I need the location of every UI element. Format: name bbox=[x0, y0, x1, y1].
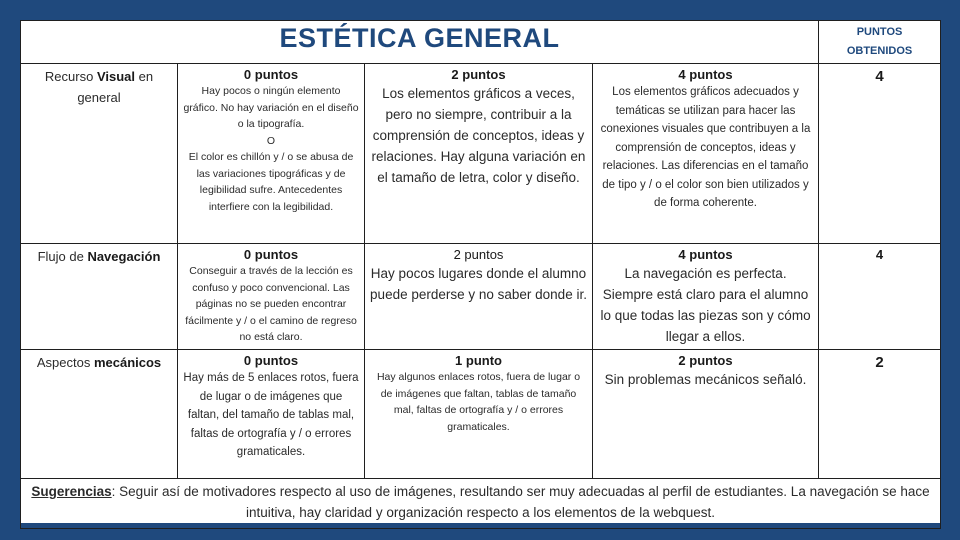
points-header-line-2: OBTENIDOS bbox=[846, 45, 913, 57]
title-row bbox=[21, 21, 941, 64]
score-cell bbox=[819, 350, 941, 479]
rubric-table bbox=[20, 20, 941, 529]
suggestions-text: Seguir así de motivadores respecto al uso de imágenes, resultando ser muy adecuadas al perfil de estudiantes. La navegación se hace intuitiva, hay claridad y organización respecto a los elementos de la webquest. bbox=[119, 484, 930, 520]
level-cell-2 bbox=[593, 350, 819, 479]
level-description: Los elementos gráficos a veces, pero no siempre, contribuir a la comprensión de conceptos, ideas y relaciones. Hay alguna variación en el tamaño de letra, color y diseño. bbox=[371, 86, 586, 185]
level-cell-0 bbox=[178, 244, 365, 350]
score-value: 4 bbox=[875, 68, 884, 85]
level-heading: 2 puntos bbox=[451, 67, 506, 82]
criterion-keyword: mecánicos bbox=[93, 355, 162, 370]
level-description: Conseguir a través de la lección es confuso y poco convencional. Las páginas no se pueden encontrar fácilmente y / o el camino de regreso no está claro. bbox=[185, 265, 357, 343]
suggestions-row bbox=[21, 479, 941, 529]
points-header bbox=[819, 21, 941, 64]
level-description: La navegación es perfecta. Siempre está claro para el alumno lo que todas las piezas son y cómo llegar a ellos. bbox=[600, 266, 811, 344]
level-description: Hay pocos lugares donde el alumno puede perderse y no saber donde ir. bbox=[370, 266, 587, 302]
criterion-cell bbox=[21, 64, 178, 244]
table-row-mecanicos bbox=[21, 350, 941, 479]
level-heading: 2 puntos bbox=[453, 247, 504, 262]
criterion-suffix: en general bbox=[77, 69, 154, 105]
level-heading: 1 punto bbox=[455, 353, 502, 368]
level-description: Los elementos gráficos adecuados y temáticas se utilizan para hacer las conexiones visuales que contribuyen a la comprensión de conceptos, ideas y relaciones. Las diferencias en el tamaño de tipo y / o el color son bien utilizados y de forma coherente. bbox=[600, 86, 811, 209]
level-heading: 0 puntos bbox=[243, 67, 299, 82]
table-row-navegacion bbox=[21, 244, 941, 350]
level-cell-2 bbox=[365, 64, 593, 244]
level-heading: 0 puntos bbox=[243, 353, 299, 368]
score-value: 4 bbox=[875, 247, 884, 262]
rubric-sheet bbox=[20, 20, 940, 523]
criterion-keyword: Navegación bbox=[87, 249, 161, 264]
suggestions-label: Sugerencias bbox=[31, 484, 112, 499]
level-cell-1 bbox=[365, 350, 593, 479]
criterion-cell bbox=[21, 244, 178, 350]
level-cell-2 bbox=[365, 244, 593, 350]
table-row-visual bbox=[21, 64, 941, 244]
criterion-prefix: Flujo de bbox=[37, 249, 84, 264]
level-cell-4 bbox=[593, 64, 819, 244]
level-cell-0 bbox=[178, 64, 365, 244]
score-value: 2 bbox=[875, 354, 884, 371]
level-heading: 4 puntos bbox=[678, 247, 733, 262]
level-description: Hay algunos enlaces rotos, fuera de lugar o de imágenes que faltan, tablas de tamaño mal, faltas de ortografía y / o errores gramaticales. bbox=[376, 371, 581, 433]
page-title: ESTÉTICA GENERAL bbox=[21, 21, 819, 64]
level-cell-4 bbox=[593, 244, 819, 350]
level-heading: 2 puntos bbox=[678, 353, 733, 368]
criterion-cell bbox=[21, 350, 178, 479]
level-cell-0 bbox=[178, 350, 365, 479]
level-heading: 4 puntos bbox=[678, 67, 733, 82]
level-description: Sin problemas mecánicos señaló. bbox=[604, 372, 807, 387]
score-cell bbox=[819, 64, 941, 244]
level-heading: 0 puntos bbox=[243, 247, 299, 262]
criterion-prefix: Aspectos bbox=[36, 355, 91, 370]
score-cell bbox=[819, 244, 941, 350]
criterion-keyword: Visual bbox=[96, 69, 135, 84]
level-description: Hay pocos o ningún elemento gráfico. No hay variación en el diseño o la tipografía. O El color es chillón y / o se abusa de las variaciones tipográficas y de legibilidad sufre. Antecedentes interfiere con la legibilidad. bbox=[183, 85, 359, 213]
level-description: Hay más de 5 enlaces rotos, fuera de lugar o de imágenes que faltan, del tamaño de tablas mal, faltas de ortografía y / o errores gramaticales. bbox=[183, 372, 359, 458]
points-header-line-1: PUNTOS bbox=[856, 26, 903, 38]
suggestions-cell: Sugerencias: Seguir así de motivadores respecto al uso de imágenes, resultando ser muy adecuadas al perfil de estudiantes. La navegación se hace intuitiva, hay claridad y organización respecto a los elementos de la webquest. bbox=[21, 479, 941, 529]
criterion-prefix: Recurso bbox=[44, 69, 94, 84]
